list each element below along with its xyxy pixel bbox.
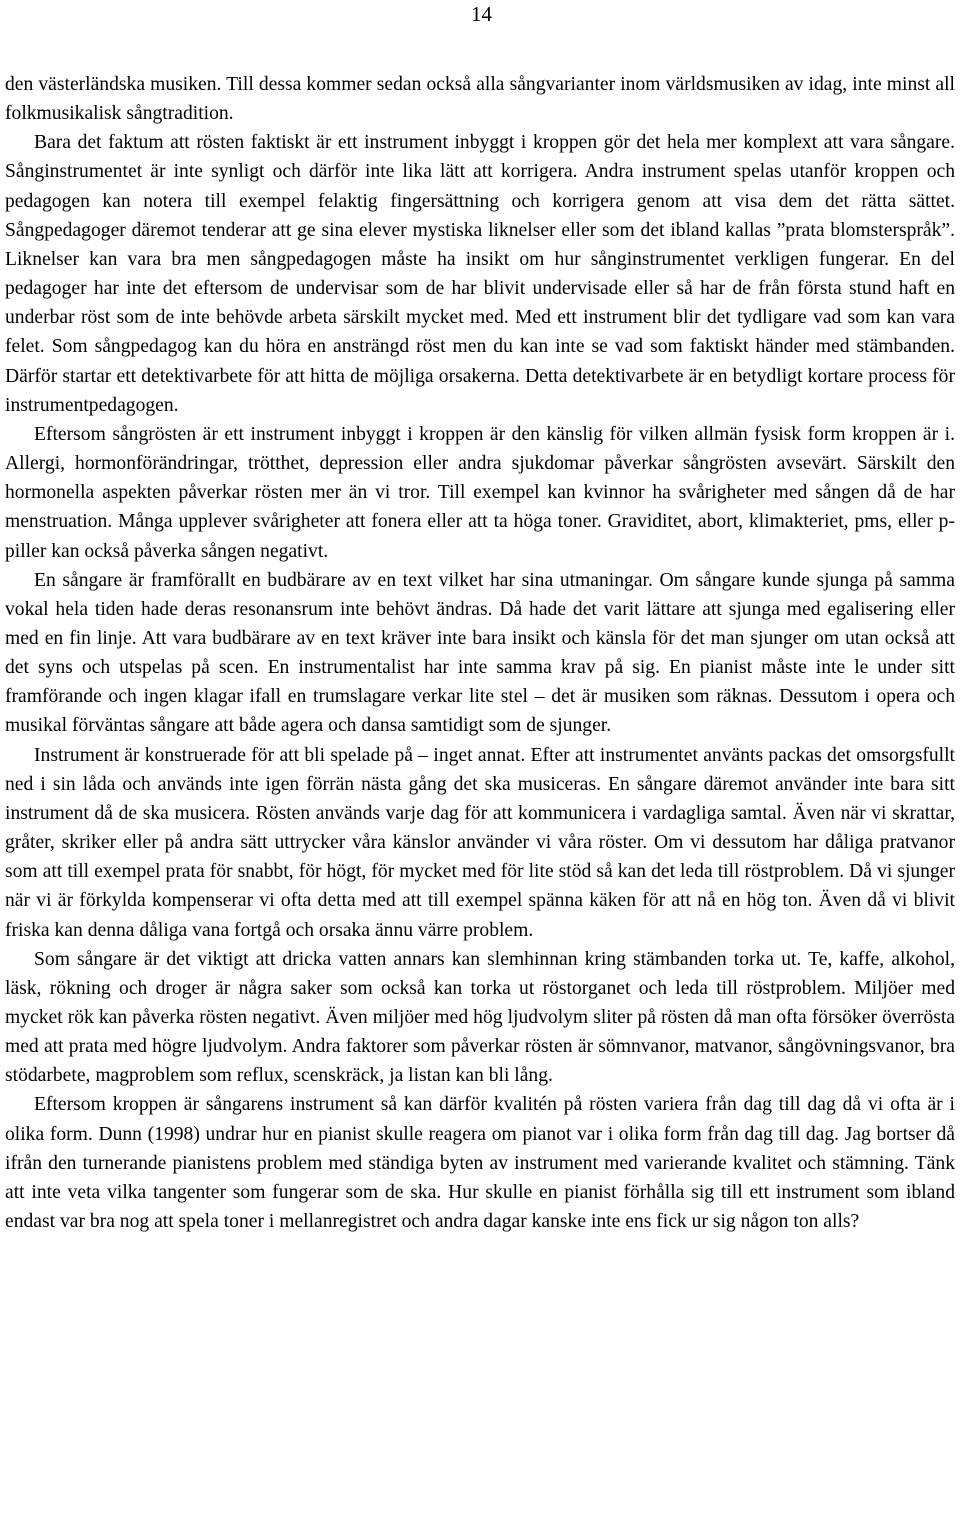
paragraph: Bara det faktum att rösten faktiskt är ett instrument inbyggt i kroppen gör det hela mer komplext att vara sångare. Sånginstrumentet är inte synligt och därför inte lika lätt att korrigera. Andra instrument spelas utanför kroppen och pedagogen kan notera till exempel felaktig fingersättning och korrigera genom att visa dem det rätta sättet. Sångpedagoger däremot tenderar att ge sina elever mystiska liknelser eller som det ibland kallas ”prata blomsterspråk”. Liknelser kan vara bra men sångpedagogen måste ha insikt om hur sånginstrumentet verkligen fungerar. En del pedagoger har inte det eftersom de undervisar som de har blivit undervisade eller så har de från första stund haft en underbar röst som de inte behövde arbeta särskilt mycket med. Med ett instrument blir det tydligare vad som kan vara felet. Som sångpedagog kan du höra en ansträngd röst men du kan inte se vad som faktiskt händer med stämbanden. Därför startar ett detektivarbete för att hitta de möjliga orsakerna. Detta detektivarbete är en betydligt kortare process för instrumentpedagogen. [5, 132, 955, 416]
document-body [5, 70, 955, 1236]
paragraph: Eftersom kroppen är sångarens instrument så kan därför kvalitén på rösten variera från dag till dag då vi ofta är i olika form. Dunn (1998) undrar hur en pianist skulle reagera om pianot var i olika form från dag till dag. Jag bortser då ifrån den turnerande pianistens problem med ständiga byten av instrument med varierande kvalitet och stämning. Tänk att inte veta vilka tangenter som fungerar som de ska. Hur skulle en pianist förhålla sig till ett instrument som ibland endast var bra nog att spela toner i mellanregistret och andra dagar kanske inte ens fick ur sig någon ton alls? [5, 1094, 955, 1233]
paragraph: Eftersom sångrösten är ett instrument inbyggt i kroppen är den känslig för vilken allmän fysisk form kroppen är i. Allergi, hormonförändringar, trötthet, depression eller andra sjukdomar påverkar sångrösten avsevärt. Särskilt den hormonella aspekten påverkar rösten mer än vi tror. Till exempel kan kvinnor ha svårigheter med sången då de har menstruation. Många upplever svårigheter att fonera eller att ta höga toner. Graviditet, abort, klimakteriet, pms, eller p-piller kan också påverka sången negativt. [5, 423, 955, 562]
paragraph: den västerländska musiken. Till dessa kommer sedan också alla sångvarianter inom världsmusiken av idag, inte minst all folkmusikalisk sångtradition. [5, 74, 955, 125]
paragraph: En sångare är framförallt en budbärare av en text vilket har sina utmaningar. Om sångare kunde sjunga på samma vokal hela tiden hade deras resonansrum inte behövt ändras. Då hade det varit lättare att sjunga med egalisering eller med en fin linje. Att vara budbärare av en text kräver inte bara insikt och känsla för det man sjunger om utan också att det syns och utspelas på scen. En instrumentalist har inte samma krav på sig. En pianist måste inte le under sitt framförande och ingen klagar ifall en trumslagare verkar lite stel – det är musiken som räknas. Dessutom i opera och musikal förväntas sångare att både agera och dansa samtidigt som de sjunger. [5, 569, 955, 737]
paragraph: Instrument är konstruerade för att bli spelade på – inget annat. Efter att instrumentet använts packas det omsorgsfullt ned i sin låda och används inte igen förrän nästa gång det ska musiceras. En sångare däremot använder inte bara sitt instrument då de ska musicera. Rösten används varje dag för att kommunicera i vardagliga samtal. Även när vi skrattar, gråter, skriker eller på andra sätt uttrycker våra känslor använder vi våra röster. Om vi dessutom har dåliga pratvanor som att till exempel prata för snabbt, för högt, för mycket med för lite stöd så kan det leda till röstproblem. Då vi sjunger när vi är förkylda kompenserar vi ofta detta med att till exempel spänna käken för att nå en hög ton. Även då vi blivit friska kan denna dåliga vana fortgå och orsaka ännu värre problem. [5, 744, 955, 941]
page-number: 14 [471, 2, 492, 26]
paragraph: Som sångare är det viktigt att dricka vatten annars kan slemhinnan kring stämbanden torka ut. Te, kaffe, alkohol, läsk, rökning och droger är några saker som också kan torka ut röstorganet och leda till röstproblem. Miljöer med mycket rök kan påverka rösten negativt. Även miljöer med hög ljudvolym sliter på rösten då man ofta försöker överrösta med att prata med högre ljudvolym. Andra faktorer som påverkar rösten är sömnvanor, matvanor, sångövningsvanor, bra stödarbete, magproblem som reflux, scenskräck, ja listan kan bli lång. [5, 948, 955, 1087]
